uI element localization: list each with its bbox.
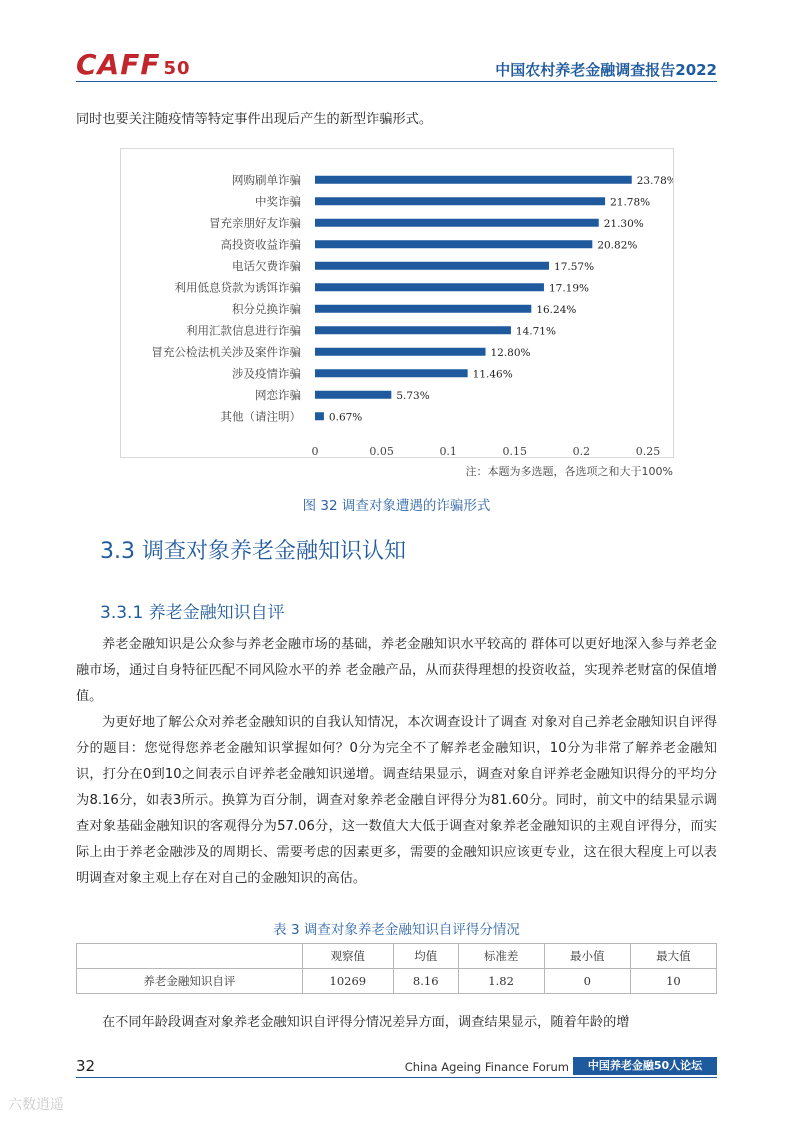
x-tick-label: 0.15	[502, 445, 528, 457]
table-header-cell: 标准差	[458, 944, 544, 969]
data-bar	[315, 391, 391, 399]
category-label: 网购刷单诈骗	[232, 172, 301, 187]
fraud-bar-chart	[121, 149, 673, 457]
table-cell: 10269	[302, 969, 393, 994]
data-bar	[315, 262, 549, 270]
category-label: 网恋诈骗	[255, 387, 301, 402]
forum-name-zh: 中国养老金融50人论坛	[573, 1057, 717, 1075]
logo-text: CAFF	[76, 48, 161, 81]
data-bar	[315, 326, 511, 334]
data-bar	[315, 240, 592, 248]
table-header-cell	[77, 944, 303, 969]
watermark: 六数逍遥	[8, 1097, 64, 1113]
table-cell: 8.16	[393, 969, 458, 994]
logo-number: 50	[163, 58, 191, 79]
category-label: 利用低息贷款为诱饵诈骗	[174, 280, 301, 295]
data-bar	[315, 197, 605, 205]
value-label: 16.24%	[536, 303, 577, 316]
table-header-cell: 均值	[393, 944, 458, 969]
category-label: 涉及疫情诈骗	[232, 366, 301, 381]
category-label: 电话欠费诈骗	[232, 258, 301, 273]
category-label: 冒充公检法机关涉及案件诈骗	[151, 344, 301, 359]
table-cell: 10	[630, 969, 716, 994]
value-label: 12.80%	[490, 346, 531, 359]
table-caption: 表 3 调查对象养老金融知识自评得分情况	[273, 922, 520, 938]
subsection-heading: 3.3.1 养老金融知识自评	[100, 603, 285, 623]
table-row	[77, 969, 717, 994]
value-label: 17.19%	[548, 282, 590, 295]
footer-rule	[76, 1077, 717, 1078]
category-label: 利用汇款信息进行诈骗	[186, 323, 301, 338]
value-label: 21.30%	[603, 217, 644, 230]
value-label: 0.67%	[328, 411, 363, 424]
table-cell: 1.82	[458, 969, 544, 994]
forum-name-en: China Ageing Finance Forum	[404, 1060, 569, 1074]
table-header-row	[77, 944, 717, 969]
value-label: 17.57%	[554, 260, 595, 273]
paragraph-3: 在不同年龄段调查对象养老金融知识自评得分情况差异方面，调查结果显示，随着年龄的增	[102, 1015, 630, 1030]
table-header-cell: 观察值	[302, 944, 393, 969]
category-label: 高投资收益诈骗	[220, 237, 301, 252]
data-bar	[315, 412, 324, 420]
data-bar	[315, 219, 599, 227]
x-tick-label: 0.2	[572, 445, 591, 457]
intro-paragraph: 同时也要关注随疫情等特定事件出现后产生的新型诈骗形式。	[76, 112, 433, 127]
page-number: 32	[76, 1057, 96, 1075]
x-tick-label: 0.25	[635, 445, 661, 457]
table-cell: 养老金融知识自评	[77, 969, 303, 994]
chart-note: 注：本题为多选题，各选项之和大于100%	[465, 465, 673, 478]
data-bar	[315, 283, 544, 291]
report-title: 中国农村养老金融调查报告2022	[495, 61, 717, 79]
category-label: 其他（请注明）	[220, 409, 301, 424]
fraud-chart-frame	[120, 148, 674, 458]
caff50-logo	[76, 48, 191, 81]
value-label: 11.46%	[472, 368, 513, 381]
table-header-cell: 最小值	[544, 944, 630, 969]
data-bar	[315, 369, 468, 377]
x-tick-label: 0	[311, 445, 319, 457]
data-bar	[315, 305, 531, 313]
value-label: 21.78%	[610, 196, 651, 209]
section-heading: 3.3 调查对象养老金融知识认知	[100, 539, 406, 564]
category-label: 积分兑换诈骗	[232, 301, 301, 316]
x-tick-label: 0.1	[439, 445, 457, 457]
data-bar	[315, 176, 632, 184]
stats-table	[76, 943, 717, 994]
x-tick-label: 0.05	[369, 445, 394, 457]
value-label: 20.82%	[597, 239, 638, 252]
value-label: 5.73%	[396, 389, 430, 402]
data-bar	[315, 348, 485, 356]
category-label: 冒充亲朋好友诈骗	[209, 215, 301, 230]
value-label: 23.78%	[636, 174, 673, 187]
value-label: 14.71%	[515, 325, 556, 338]
category-label: 中奖诈骗	[255, 194, 301, 209]
table-cell: 0	[544, 969, 630, 994]
paragraph-1: 养老金融知识是公众参与养老金融市场的基础，养老金融知识水平较高的 群体可以更好地深入参与养老金融市场，通过自身特征匹配不同风险水平的养 老金融产品，从而获得理想的投资收益，实现养老财富的保值增值。	[76, 637, 718, 704]
header-rule	[76, 81, 717, 82]
figure-caption: 图 32 调查对象遭遇的诈骗形式	[302, 498, 491, 514]
paragraph-2: 为更好地了解公众对养老金融知识的自我认知情况，本次调查设计了调查 对象对自己养老金融知识自评得分的题目：您觉得您养老金融知识掌握如何？0分为完全不了解养老金融知识，10分为非常了解养老金融知识，打分在0到10之间表示自评养老金融知识递增。调查结果显示，调查对象自评养老金融知识得分的平均分为8.16分，如表3所示。换算为百分制，调查对象养老金融自评得分为81.60分。同时，前文中的结果显示调查对象基础金融知识的客观得分为57.06分，这一数值大大低于调查对象养老金融知识的主观自评得分，而实际上由于养老金融涉及的周期长、需要考虑的因素更多，需要的金融知识应该更专业，这在很大程度上可以表明调查对象主观上存在对自己的金融知识的高估。	[76, 715, 717, 886]
table-header-cell: 最大值	[630, 944, 716, 969]
